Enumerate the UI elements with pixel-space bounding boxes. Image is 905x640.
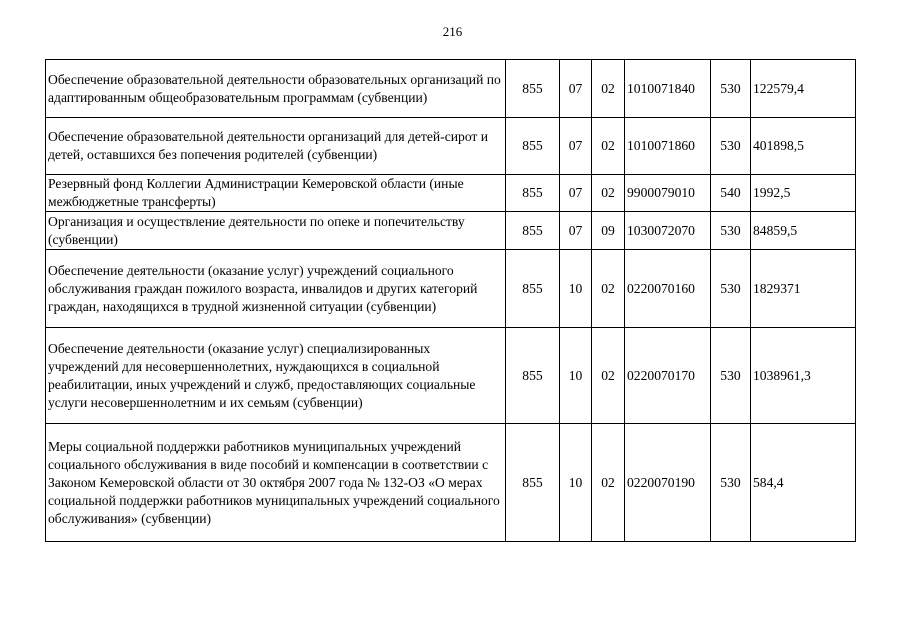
target-article-code: 1010071860 bbox=[625, 118, 711, 175]
expense-type-code: 530 bbox=[711, 424, 751, 542]
section-code: 07 bbox=[560, 118, 592, 175]
ministry-code: 855 bbox=[506, 175, 560, 212]
amount: 122579,4 bbox=[751, 60, 856, 118]
expense-type-code: 530 bbox=[711, 212, 751, 250]
target-article-code: 0220070170 bbox=[625, 328, 711, 424]
row-name: Обеспечение деятельности (оказание услуг) учреждений социального обслуживания граждан пожилого возраста, инвалидов и других категорий граждан, находящихся в трудной жизненной ситуации (субвенции) bbox=[46, 250, 506, 328]
target-article-code: 0220070190 bbox=[625, 424, 711, 542]
row-name: Обеспечение образовательной деятельности образовательных организаций по адаптированным общеобразовательным программам (субвенции) bbox=[46, 60, 506, 118]
table-row bbox=[46, 424, 856, 542]
subsection-code: 02 bbox=[592, 175, 625, 212]
section-code: 10 bbox=[560, 250, 592, 328]
target-article-code: 0220070160 bbox=[625, 250, 711, 328]
ministry-code: 855 bbox=[506, 424, 560, 542]
section-code: 10 bbox=[560, 328, 592, 424]
amount: 1829371 bbox=[751, 250, 856, 328]
ministry-code: 855 bbox=[506, 212, 560, 250]
row-name: Обеспечение образовательной деятельности организаций для детей-сирот и детей, оставшихся без попечения родителей (субвенции) bbox=[46, 118, 506, 175]
row-name: Меры социальной поддержки работников муниципальных учреждений социального обслуживания в виде пособий и компенсации в соответствии с Законом Кемеровской области от 30 октября 2007 года № 132-ОЗ «О мерах социальной поддержки работников муниципальных учреждений социального обслуживания» (субвенции) bbox=[46, 424, 506, 542]
target-article-code: 9900079010 bbox=[625, 175, 711, 212]
expense-type-code: 540 bbox=[711, 175, 751, 212]
amount: 84859,5 bbox=[751, 212, 856, 250]
section-code: 07 bbox=[560, 212, 592, 250]
target-article-code: 1010071840 bbox=[625, 60, 711, 118]
subsection-code: 02 bbox=[592, 60, 625, 118]
expense-type-code: 530 bbox=[711, 60, 751, 118]
row-name: Резервный фонд Коллегии Администрации Кемеровской области (иные межбюджетные трансферты) bbox=[46, 175, 506, 212]
table-row bbox=[46, 175, 856, 212]
subsection-code: 09 bbox=[592, 212, 625, 250]
subsection-code: 02 bbox=[592, 118, 625, 175]
ministry-code: 855 bbox=[506, 250, 560, 328]
expense-type-code: 530 bbox=[711, 118, 751, 175]
amount: 401898,5 bbox=[751, 118, 856, 175]
ministry-code: 855 bbox=[506, 328, 560, 424]
page-number: 216 bbox=[442, 24, 463, 39]
amount: 1038961,3 bbox=[751, 328, 856, 424]
target-article-code: 1030072070 bbox=[625, 212, 711, 250]
ministry-code: 855 bbox=[506, 118, 560, 175]
section-code: 10 bbox=[560, 424, 592, 542]
table-row bbox=[46, 118, 856, 175]
section-code: 07 bbox=[560, 60, 592, 118]
amount: 1992,5 bbox=[751, 175, 856, 212]
expense-type-code: 530 bbox=[711, 250, 751, 328]
table-row bbox=[46, 60, 856, 118]
budget-table bbox=[45, 59, 856, 542]
table-row bbox=[46, 212, 856, 250]
expense-type-code: 530 bbox=[711, 328, 751, 424]
row-name: Организация и осуществление деятельности по опеке и попечительству (субвенции) bbox=[46, 212, 506, 250]
ministry-code: 855 bbox=[506, 60, 560, 118]
amount: 584,4 bbox=[751, 424, 856, 542]
row-name: Обеспечение деятельности (оказание услуг) специализированных учреждений для несовершеннолетних, нуждающихся в социальной реабилитации, иных учреждений и служб, предоставляющих социальные услуги несовершеннолетним и их семьям (субвенции) bbox=[46, 328, 506, 424]
subsection-code: 02 bbox=[592, 250, 625, 328]
subsection-code: 02 bbox=[592, 328, 625, 424]
subsection-code: 02 bbox=[592, 424, 625, 542]
table-row bbox=[46, 328, 856, 424]
section-code: 07 bbox=[560, 175, 592, 212]
table-row bbox=[46, 250, 856, 328]
